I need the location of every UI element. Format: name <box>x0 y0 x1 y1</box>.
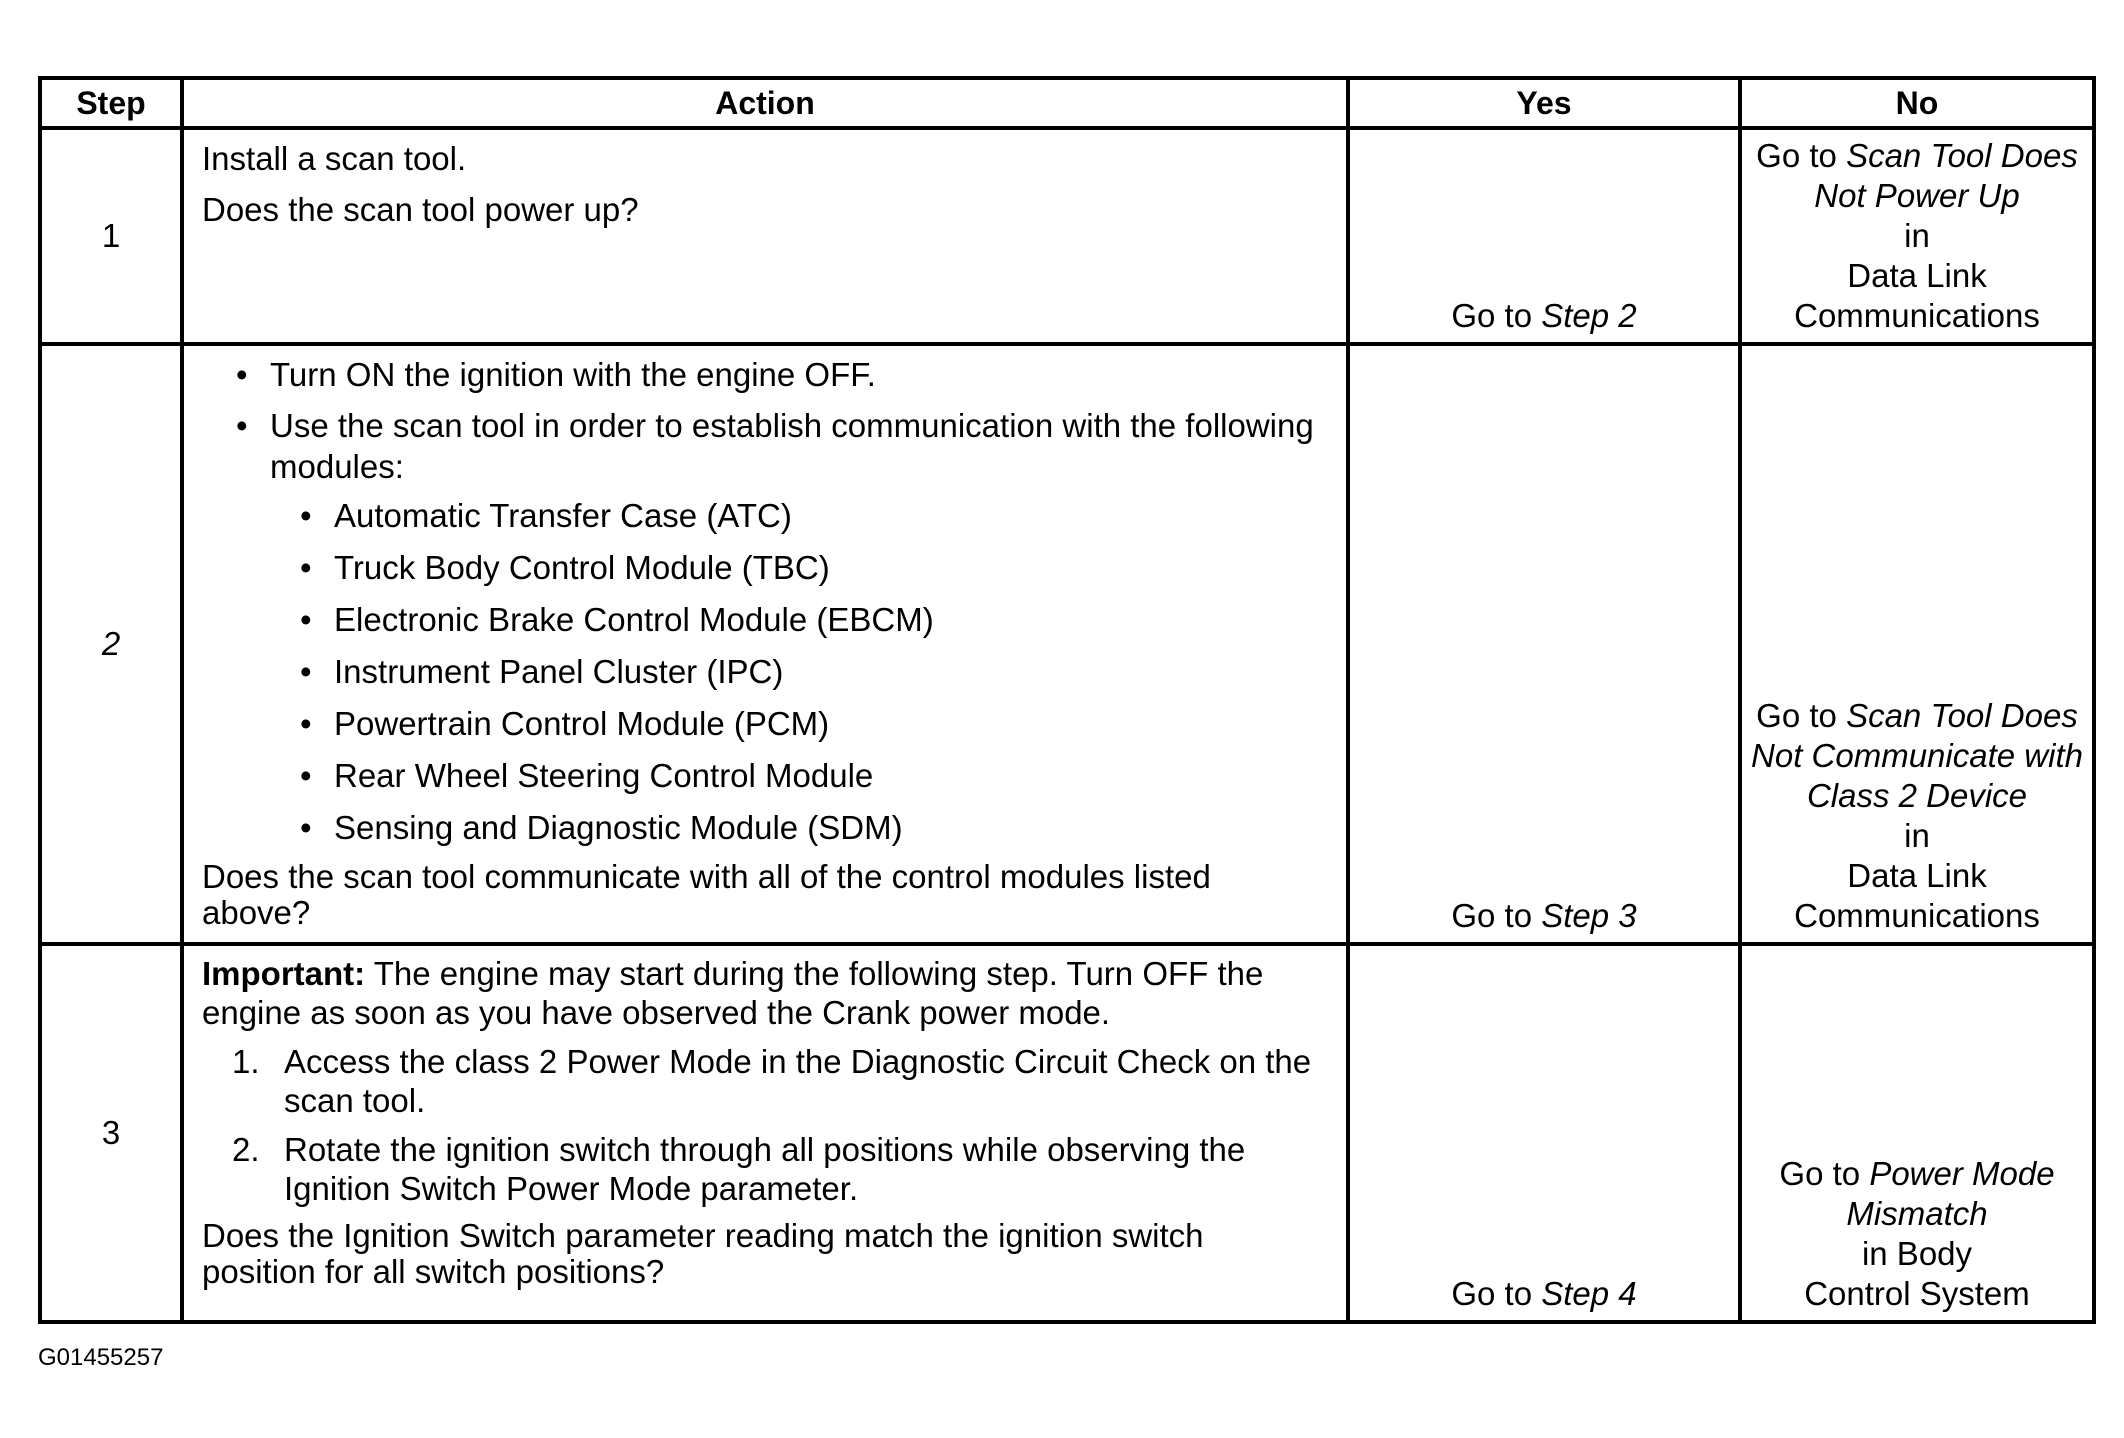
module-item: • Electronic Brake Control Module (EBCM) <box>270 599 1326 640</box>
no-section: Data Link Communications <box>1794 857 2040 934</box>
header-step: Step <box>40 78 182 128</box>
action-cell <box>182 344 1348 944</box>
no-in: in Body <box>1861 1235 1973 1272</box>
module-item: • Instrument Panel Cluster (IPC) <box>270 651 1326 692</box>
yes-cell <box>1348 944 1740 1322</box>
yes-prefix: Go to <box>1451 897 1542 934</box>
action-cell <box>182 128 1348 344</box>
module-list <box>270 495 1326 848</box>
step-number: 1 <box>40 128 182 344</box>
yes-step-link[interactable]: Step 4 <box>1541 1275 1637 1312</box>
table-header-row <box>40 78 2094 128</box>
procedure-text: Access the class 2 Power Mode in the Diagnostic Circuit Check on the scan tool. <box>284 1043 1312 1119</box>
table-row <box>40 944 2094 1322</box>
no-in: in <box>1904 217 1930 254</box>
header-yes: Yes <box>1348 78 1740 128</box>
procedure-text: Rotate the ignition switch through all positions while observing the Ignition Switch Power Mode parameter. <box>284 1131 1246 1207</box>
procedure-list <box>202 1042 1326 1208</box>
module-item: • Sensing and Diagnostic Module (SDM) <box>270 807 1326 848</box>
action-bullet <box>202 405 1326 848</box>
module-item: • Truck Body Control Module (TBC) <box>270 547 1326 588</box>
step-number: 3 <box>40 944 182 1322</box>
important-text: The engine may start during the following step. Turn OFF the engine as soon as you have observed the Crank power mode. <box>202 955 1264 1031</box>
no-section: Control System <box>1804 1275 2030 1312</box>
yes-step-link[interactable]: Step 3 <box>1541 897 1637 934</box>
procedure-number: 2. <box>232 1131 260 1168</box>
action-bullet-list <box>202 354 1326 848</box>
procedure-step <box>202 1042 1326 1120</box>
header-no: No <box>1740 78 2094 128</box>
no-procedure-link[interactable]: Power Mode Mismatch <box>1846 1155 2055 1232</box>
header-action: Action <box>182 78 1348 128</box>
action-text: Install a scan tool. <box>202 140 467 177</box>
important-note <box>202 954 1326 1032</box>
no-cell <box>1740 344 2094 944</box>
bullet-text: Turn ON the ignition with the engine OFF. <box>270 356 876 393</box>
no-prefix: Go to <box>1756 697 1847 734</box>
procedure-step <box>202 1130 1326 1208</box>
step-number: 2 <box>40 344 182 944</box>
yes-prefix: Go to <box>1451 1275 1542 1312</box>
no-in: in <box>1904 817 1930 854</box>
no-prefix: Go to <box>1756 137 1847 174</box>
no-procedure-link[interactable]: Scan Tool Does Not Power Up <box>1814 137 2078 214</box>
action-bullet <box>202 354 1326 395</box>
no-cell <box>1740 128 2094 344</box>
module-item: • Automatic Transfer Case (ATC) <box>270 495 1326 536</box>
figure-id-caption: G01455257 <box>38 1344 164 1371</box>
yes-cell <box>1348 344 1740 944</box>
action-question: Does the scan tool communicate with all of the control modules listed above? <box>202 858 1211 931</box>
no-cell <box>1740 944 2094 1322</box>
bullet-text: Use the scan tool in order to establish communication with the following modules: <box>270 407 1314 485</box>
module-item: • Rear Wheel Steering Control Module <box>270 755 1326 796</box>
yes-prefix: Go to <box>1451 297 1542 334</box>
table-row <box>40 128 2094 344</box>
diagnostic-table <box>38 76 2096 1324</box>
action-question: Does the Ignition Switch parameter reading match the ignition switch position for all switch positions? <box>202 1217 1204 1290</box>
no-procedure-link[interactable]: Scan Tool Does Not Communicate with Class 2 Device <box>1751 697 2083 814</box>
important-label: Important: <box>202 955 366 992</box>
action-cell <box>182 944 1348 1322</box>
module-item: • Powertrain Control Module (PCM) <box>270 703 1326 744</box>
no-prefix: Go to <box>1779 1155 1870 1192</box>
procedure-number: 1. <box>232 1043 260 1080</box>
no-section: Data Link Communications <box>1794 257 2040 334</box>
action-question: Does the scan tool power up? <box>202 191 639 228</box>
yes-cell <box>1348 128 1740 344</box>
table-row <box>40 344 2094 944</box>
yes-step-link[interactable]: Step 2 <box>1541 297 1637 334</box>
